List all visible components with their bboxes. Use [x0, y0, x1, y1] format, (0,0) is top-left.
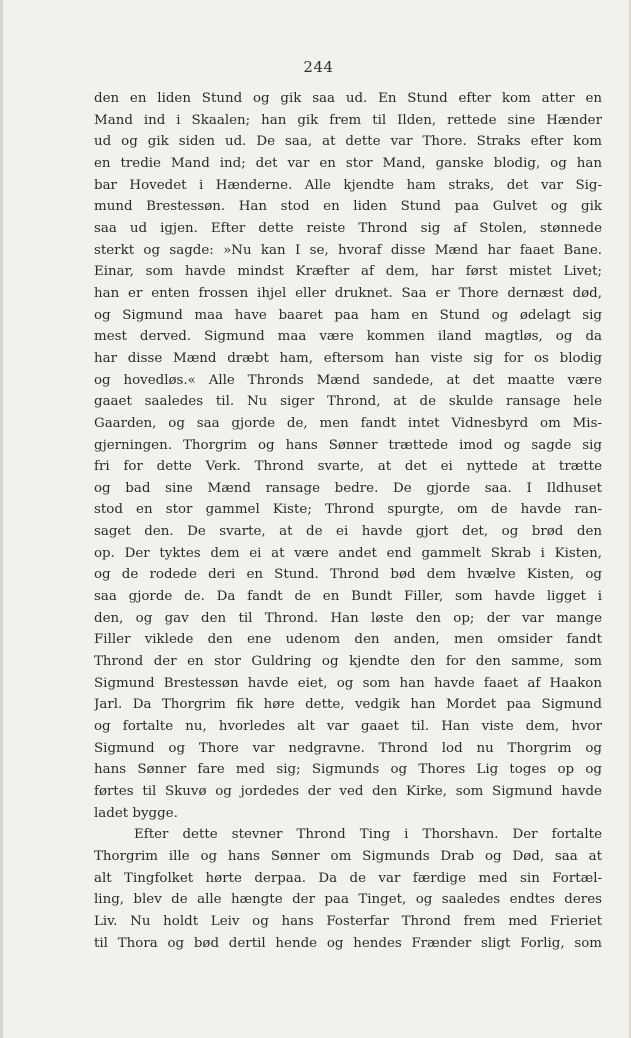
- text-line: og fortalte nu, hvorledes alt var gaaet til. Han viste dem, hvor: [94, 719, 602, 735]
- text-line: sterkt og sagde: »Nu kan I se, hvoraf disse Mænd har faaet Bane.: [94, 242, 602, 258]
- text-line: fri for dette Verk. Thrond svarte, at det ei nyttede at trætte: [94, 459, 602, 475]
- page-number: 244: [303, 58, 334, 76]
- text-line: en tredie Mand ind; det var en stor Mand, ganske blodig, og han: [94, 155, 602, 171]
- text-line: Sigmund og Thore var nedgravne. Thrond lod nu Thorgrim og: [94, 740, 602, 756]
- text-line: Thorgrim ille og hans Sønner om Sigmunds Drab og Død, saa at: [94, 848, 602, 864]
- text-line: saa ud igjen. Efter dette reiste Thrond sig af Stolen, stønnede: [94, 220, 602, 236]
- text-line: Einar, som havde mindst Kræfter af dem, har først mistet Livet;: [94, 264, 602, 280]
- text-line: Sigmund Brestessøn havde eiet, og som han havde faaet af Haakon: [94, 675, 602, 691]
- text-line: Jarl. Da Thorgrim fik høre dette, vedgik han Mordet paa Sigmund: [94, 697, 602, 713]
- text-line: alt Tingfolket hørte derpaa. Da de var færdige med sin Fortæl-: [94, 870, 602, 886]
- text-line: saa gjorde de. Da fandt de en Bundt Filler, som havde ligget i: [94, 589, 602, 605]
- text-line: han er enten frossen ihjel eller druknet. Saa er Thore dernæst død,: [94, 285, 602, 301]
- text-line: og de rodede deri en Stund. Thrond bød dem hvælve Kisten, og: [94, 567, 602, 583]
- text-line: Gaarden, og saa gjorde de, men fandt intet Vidnesbyrd om Mis-: [94, 415, 602, 431]
- text-line: gaaet saaledes til. Nu siger Thrond, at de skulde ransage hele: [94, 394, 602, 410]
- text-line: stod en stor gammel Kiste; Thrond spurgte, om de havde ran-: [94, 502, 602, 518]
- text-line: op. Der tyktes dem ei at være andet end gammelt Skrab i Kisten,: [94, 545, 602, 561]
- text-line: mest derved. Sigmund maa være kommen iland magtløs, og da: [94, 329, 602, 345]
- text-line: mund Brestessøn. Han stod en liden Stund paa Gulvet og gik: [94, 199, 602, 215]
- text-line: og Sigmund maa have baaret paa ham en Stund og ødelagt sig: [94, 307, 602, 323]
- text-line: den en liden Stund og gik saa ud. En Stund efter kom atter en: [94, 91, 602, 106]
- text-line: saget den. De svarte, at de ei havde gjort det, og brød den: [94, 524, 602, 540]
- text-line: og bad sine Mænd ransage bedre. De gjorde saa. I Ildhuset: [94, 480, 602, 496]
- text-line: bar Hovedet i Hænderne. Alle kjendte ham straks, det var Sig-: [94, 177, 602, 193]
- body-text: [94, 88, 602, 954]
- paragraph-start-line: Efter dette stevner Thrond Ting i Thorshavn. Der fortalte: [134, 827, 602, 843]
- text-line: hans Sønner fare med sig; Sigmunds og Thores Lig toges op og: [94, 762, 602, 778]
- text-line: og hovedløs.« Alle Thronds Mænd sandede, at det maatte være: [94, 372, 602, 388]
- text-line: gjerningen. Thorgrim og hans Sønner trættede imod og sagde sig: [94, 437, 602, 453]
- text-line: Filler viklede den ene udenom den anden, men omsider fandt: [94, 632, 602, 648]
- text-line: har disse Mænd dræbt ham, eftersom han viste sig for os blodig: [94, 350, 602, 366]
- text-line: Liv. Nu holdt Leiv og hans Fosterfar Thrond frem med Frieriet: [94, 913, 602, 929]
- paragraph-end-line: ladet bygge.: [94, 805, 178, 821]
- text-line: ud og gik siden ud. De saa, at dette var Thore. Straks efter kom: [94, 134, 602, 150]
- text-line: Thrond der en stor Guldring og kjendte den for den samme, som: [94, 654, 602, 670]
- text-line: ling, blev de alle hængte der paa Tinget, og saaledes endtes deres: [94, 892, 602, 908]
- text-line: til Thora og bød dertil hende og hendes Frænder sligt Forlig, som: [94, 935, 602, 951]
- text-line: Mand ind i Skaalen; han gik frem til Ilden, rettede sine Hænder: [94, 112, 602, 128]
- text-line: førtes til Skuvø og jordedes der ved den Kirke, som Sigmund havde: [94, 784, 602, 799]
- text-line: den, og gav den til Thrond. Han løste den op; der var mange: [94, 610, 602, 626]
